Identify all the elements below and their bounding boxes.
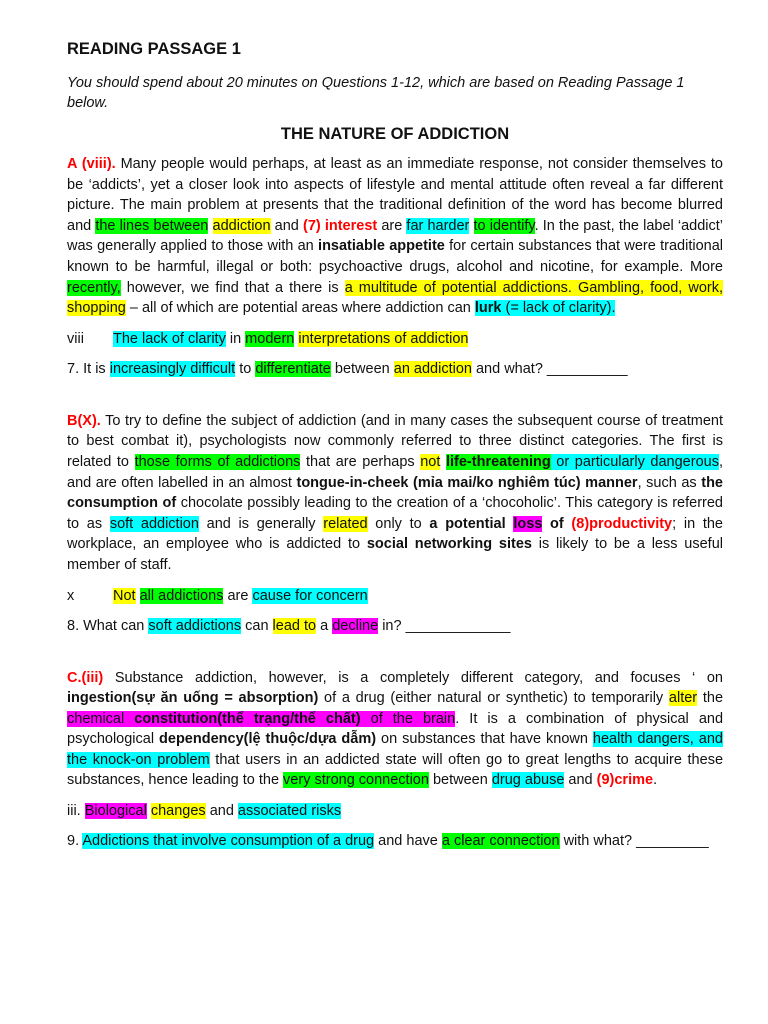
highlight: interpretations of addiction xyxy=(298,330,469,347)
text: 8. What can xyxy=(67,617,149,634)
text: and xyxy=(270,217,303,234)
roman-numeral: viii xyxy=(67,330,84,347)
highlight: a clear connection xyxy=(441,833,560,850)
highlight: Not xyxy=(113,587,136,604)
text: 9. xyxy=(67,833,83,850)
text: and is generally xyxy=(198,515,324,532)
bold-term: constitution(thể trạng/thể chất) xyxy=(134,710,361,727)
highlight: increasingly difficult xyxy=(109,360,236,377)
text: 7. It is xyxy=(67,360,110,377)
highlight: decline xyxy=(332,617,379,634)
text: between xyxy=(428,772,492,789)
text: in? _____________ xyxy=(378,617,511,634)
text: and what? __________ xyxy=(471,360,628,377)
highlight: lead to xyxy=(272,617,317,634)
highlight: all addictions xyxy=(139,587,224,604)
bold-term: lurk xyxy=(474,300,502,317)
highlight: or particularly dangerous xyxy=(550,453,719,470)
highlight: soft addiction xyxy=(109,515,199,532)
highlight: Biological xyxy=(84,803,147,820)
highlight: alter xyxy=(668,690,698,707)
highlight: modern xyxy=(245,330,295,347)
passage-title: THE NATURE OF ADDICTION xyxy=(280,125,510,143)
heading-answer-a xyxy=(67,329,723,349)
text: Many people would perhaps, at least as an immediate response, not consider themselves to be ‘addicts’, yet a closer look into aspects of lifestyle and mental attitude often reveal a far different picture. The main problem at presents that the traditional definition of the word has become blurred and xyxy=(67,156,723,234)
bold-term: social networking sites xyxy=(366,536,532,553)
text: the xyxy=(697,690,724,707)
text: with what? _________ xyxy=(559,833,709,850)
highlight: cause for concern xyxy=(252,587,368,604)
document-page xyxy=(67,40,723,852)
highlight: changes xyxy=(150,803,206,820)
highlight: addiction xyxy=(212,217,271,234)
text: can xyxy=(241,617,273,634)
heading-answer-c xyxy=(67,801,723,821)
highlight: Addictions that involve consumption of a drug xyxy=(82,833,375,850)
bold-term: insatiable appetite xyxy=(318,238,445,255)
highlight: of the brain xyxy=(360,710,456,727)
text: only to xyxy=(367,515,430,532)
reading-passage-heading: READING PASSAGE 1 xyxy=(67,40,241,58)
highlight: not xyxy=(420,453,441,470)
highlight: loss xyxy=(513,515,543,532)
paragraph-c xyxy=(67,668,723,792)
text: that users in an addicted state will often go to great lengths to acquire these substances, hence leading to the xyxy=(67,751,724,789)
highlight: to identify xyxy=(473,217,535,234)
instructions-text: You should spend about 20 minutes on Questions 1-12, which are based on Reading Passage 1 below. xyxy=(67,75,685,111)
text: To try to define the subject of addiction (and in many cases the subsequent course of treatment to best combat it), psychologists now commonly referred to three distinct categories. The first is related to xyxy=(67,412,723,470)
highlight: soft addictions xyxy=(148,617,242,634)
answer-keyword: (9)crime xyxy=(596,772,654,789)
text: between xyxy=(330,360,394,377)
highlight: recently, xyxy=(67,279,121,296)
highlight: related xyxy=(323,515,368,532)
text: – all of which are potential areas where addiction can xyxy=(125,300,475,317)
highlight: (= lack of clarity). xyxy=(501,300,616,317)
text: . xyxy=(653,772,658,789)
highlight: the lines between xyxy=(95,217,209,234)
text: in xyxy=(225,330,246,347)
text: and xyxy=(205,803,238,820)
text: of a drug (either natural or synthetic) to temporarily xyxy=(318,690,669,707)
question-7 xyxy=(67,359,723,379)
highlight: an addiction xyxy=(393,360,472,377)
highlight: a multitude of potential addictions. Gambling, food, work, shopping xyxy=(67,279,723,317)
text: are xyxy=(377,217,407,234)
answer-keyword: (7) interest xyxy=(302,217,378,234)
bold-term: ingestion(sự ăn uống = absorption) xyxy=(67,690,319,707)
highlight: very strong connection xyxy=(283,772,429,789)
bold-term: life-threatening xyxy=(445,453,551,470)
text: a xyxy=(316,617,333,634)
text: and have xyxy=(374,833,442,850)
text: , such as xyxy=(637,474,702,491)
question-8 xyxy=(67,616,723,636)
section-label: A (viii). xyxy=(67,156,116,172)
bold-term: tongue-in-cheek (mỉa mai/ko nghiêm túc) manner xyxy=(296,474,638,491)
text: is likely to be a less useful member of staff. xyxy=(67,536,723,573)
text: are xyxy=(223,587,253,604)
highlight: far harder xyxy=(406,217,470,234)
text xyxy=(208,218,212,234)
text: . It is a combination of physical and psychological xyxy=(67,710,724,748)
highlight: health dangers, and the knock-on problem xyxy=(67,731,723,768)
roman-numeral: iii. xyxy=(67,803,85,820)
bold-term: of xyxy=(542,515,564,532)
roman-numeral: x xyxy=(67,587,75,604)
text: chocolate possibly leading to the creation of a ‘chocoholic’. This category is referred to as xyxy=(67,495,723,532)
text: . In the past, the label ‘addict’ was generally applied to those with an xyxy=(67,217,723,255)
text: and xyxy=(564,772,597,789)
bold-term: dependency(lệ thuộc/dựa dẫm) xyxy=(159,731,377,748)
text xyxy=(136,588,140,604)
text: however, we find that a there is xyxy=(120,279,345,296)
text: on substances that have known xyxy=(376,731,593,748)
section-label: C.(iii) xyxy=(67,669,104,686)
highlight: those forms of addictions xyxy=(134,453,301,470)
highlight: chemical xyxy=(67,710,135,727)
highlight: The lack of clarity xyxy=(113,330,226,347)
text: Substance addiction, however, is a completely different category, and focuses ‘ on xyxy=(103,669,723,686)
heading-answer-b xyxy=(67,586,723,606)
paragraph-b xyxy=(67,411,723,576)
answer-keyword: (8)productivity xyxy=(571,515,673,532)
highlight: drug abuse xyxy=(491,772,565,789)
text: , and are often labelled in an almost xyxy=(67,453,723,491)
paragraph-a xyxy=(67,154,723,319)
highlight: differentiate xyxy=(255,360,331,377)
text xyxy=(469,218,473,234)
text: for certain substances that were traditional known to be harmful, illegal or both: psychoactive drugs, alcohol and nicotine, for example. More xyxy=(67,238,723,275)
text: that are perhaps xyxy=(300,453,421,470)
bold-term: the consumption of xyxy=(67,474,723,512)
section-label: B(X). xyxy=(67,412,101,429)
question-9 xyxy=(67,831,723,852)
text: to xyxy=(235,360,256,377)
bold-term: a potential xyxy=(429,515,514,532)
highlight: associated risks xyxy=(237,803,342,820)
text: ; in the workplace, an employee who is addicted to xyxy=(67,515,724,553)
